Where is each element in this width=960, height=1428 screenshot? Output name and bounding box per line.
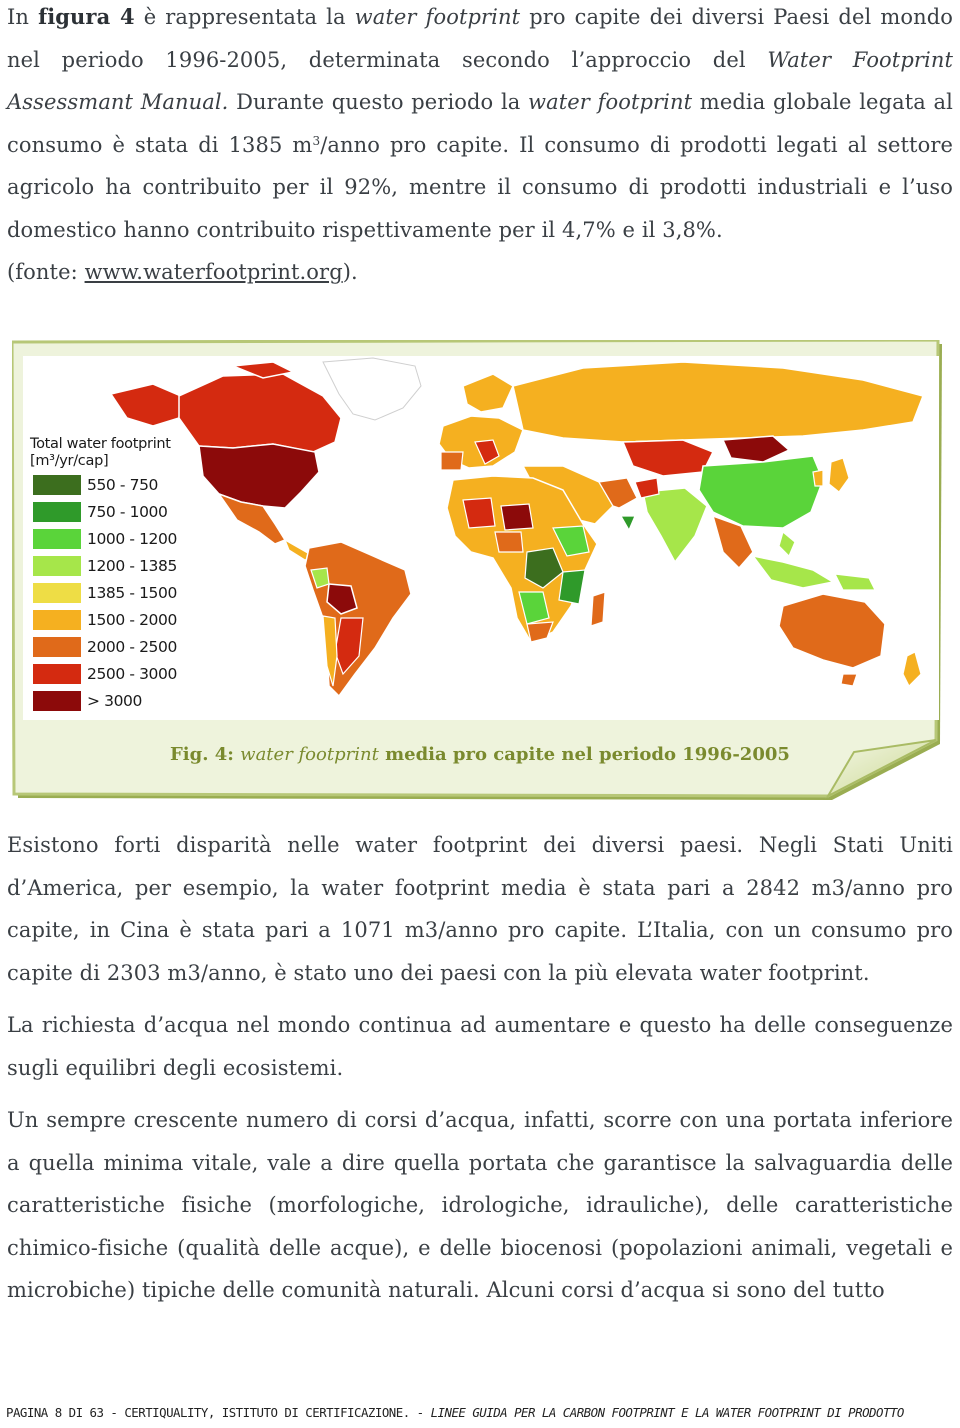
legend-item: [32, 582, 177, 604]
legend-swatch: [32, 555, 82, 577]
intro-paragraph: In figura 4 è rappresentata la water footprint pro capite dei diversi Paesi del mondo nel periodo 1996-2005, determinata secondo l’approccio del Water Footprint Assessmant Manual. Durante questo periodo la water footprint media globale legata al consumo è stata di 1385 $m^3$/anno pro capite. Il consumo di prodotti legati al settore agricolo ha contribuito per il 92%, mentre il consumo di prodotti industriali e l’uso domestico hanno contribuito rispettivamente per il 4,7% e il 3,8%. (fonte: www.waterfootprint.org).: [7, 4, 954, 284]
legend-item: [32, 636, 177, 658]
paragraph-demand: La richiesta d’acqua nel mondo continua ad aumentare e questo ha delle conseguenze sugli equilibri degli ecosistemi.: [7, 1013, 953, 1080]
legend-item: [32, 609, 177, 631]
legend-label: 1385 - 1500: [87, 584, 177, 602]
legend-swatch: [32, 636, 82, 658]
legend-swatch: [32, 609, 82, 631]
legend-label: 2500 - 3000: [87, 665, 177, 683]
figure-caption: Fig. 4: water footprint media pro capite nel periodo 1996-2005: [170, 744, 790, 765]
source-link[interactable]: www.waterfootprint.org: [84, 260, 343, 284]
legend-swatch: [32, 582, 82, 604]
paragraph-watercourses: Un sempre crescente numero di corsi d’acqua, infatti, scorre con una portata inferiore a quella minima vitale, vale a dire quella portata che garantisce la salvaguardia delle caratteristiche fisiche (morfologiche, idrologiche, idrauliche), delle caratteristiche chimico-fisiche (qualità delle acque), e delle biocenosi (popolazioni animali, vegetali e microbiche) tipiche delle comunità naturali. Alcuni corsi d’acqua si sono del tutto: [7, 1108, 953, 1302]
legend-title: Total water footprint [m³/yr/cap]: [30, 436, 171, 469]
legend-item: [32, 474, 158, 496]
legend-swatch: [32, 690, 82, 712]
map-legend: [30, 436, 200, 710]
legend-label: 550 - 750: [87, 476, 159, 494]
legend-item: [32, 528, 177, 550]
figure-reference: figura 4: [38, 4, 135, 29]
paragraph-disparities: Esistono forti disparità nelle water footprint dei diversi paesi. Negli Stati Uniti d’America, per esempio, la water footprint media è stata pari a 2842 m3/anno pro capite, in Cina è stata pari a 1071 m3/anno pro capite. L’Italia, con un consumo pro capite di 2303 m3/anno, è stato uno dei paesi con la più elevata water footprint.: [7, 833, 953, 985]
legend-item: [32, 663, 177, 685]
legend-swatch: [32, 501, 82, 523]
legend-label: 1200 - 1385: [87, 557, 177, 575]
legend-swatch: [32, 474, 82, 496]
legend-label: 1000 - 1200: [87, 530, 177, 548]
legend-label: 1500 - 2000: [87, 611, 177, 629]
legend-label: 750 - 1000: [87, 503, 168, 521]
legend-item: [32, 555, 177, 577]
legend-item: [32, 690, 142, 712]
legend-label: 2000 - 2500: [87, 638, 177, 656]
page-footer: PAGINA 8 DI 63 - CERTIQUALITY, ISTITUTO DI CERTIFICAZIONE. - LINEE GUIDA PER LA CARBON FOOTPRINT E LA WATER FOOTPRINT DI PRODOTTO: [6, 1405, 904, 1420]
legend-label: > 3000: [87, 692, 142, 710]
legend-item: [32, 501, 167, 523]
legend-swatch: [32, 663, 82, 685]
legend-swatch: [32, 528, 82, 550]
